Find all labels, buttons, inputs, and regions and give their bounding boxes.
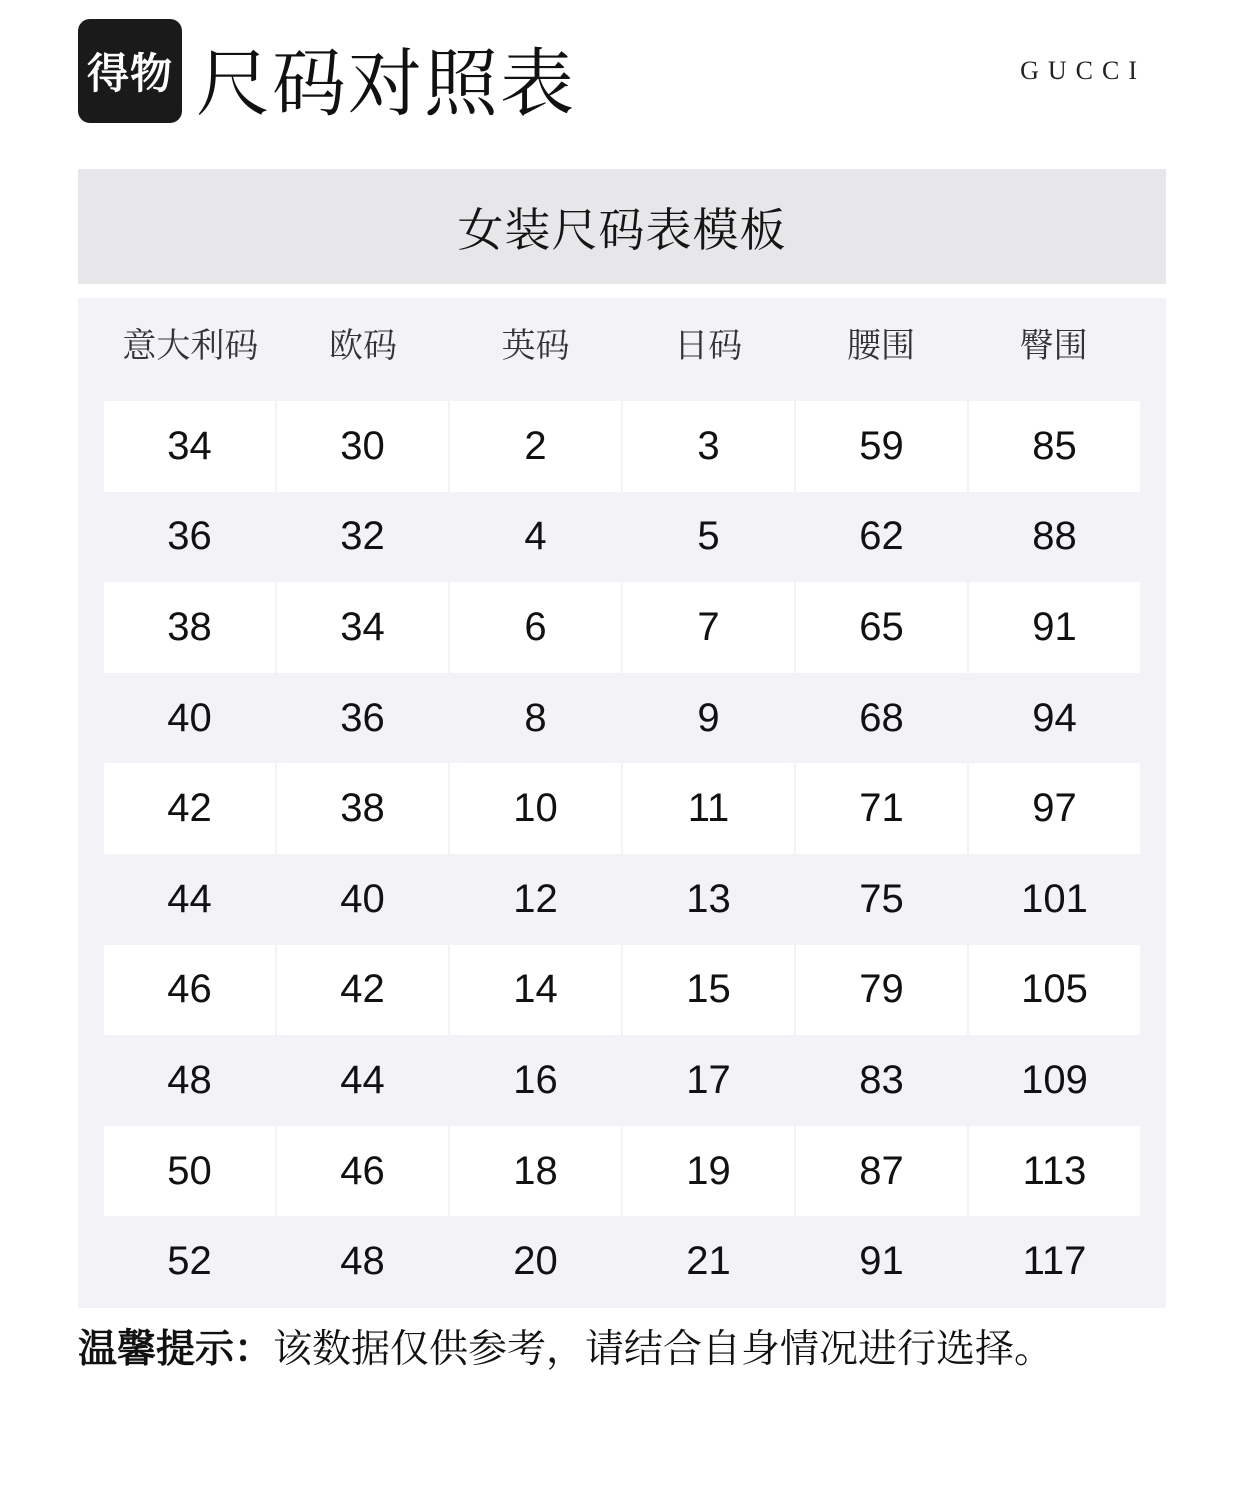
table-cell: 4 xyxy=(524,514,547,559)
column-header-eu: 欧码 xyxy=(328,326,397,366)
table-cell: 36 xyxy=(167,514,212,559)
table-cell: 6 xyxy=(450,582,621,673)
page-header xyxy=(0,0,1246,150)
table-row xyxy=(104,763,1140,854)
table-cell: 21 xyxy=(686,1239,731,1284)
table-cell: 38 xyxy=(104,582,275,673)
table-row xyxy=(104,492,1140,583)
table-row xyxy=(104,673,1140,764)
table-row xyxy=(104,1035,1140,1126)
table-row xyxy=(104,945,1140,1036)
size-table xyxy=(78,298,1166,1308)
table-cell: 46 xyxy=(277,1126,448,1217)
table-cell: 18 xyxy=(450,1126,621,1217)
tip-note xyxy=(78,1322,1053,1378)
column-header-hip: 臀围 xyxy=(1019,326,1088,366)
table-cell: 68 xyxy=(859,695,904,740)
table-cell: 19 xyxy=(623,1126,794,1217)
app-logo xyxy=(78,19,182,123)
table-row xyxy=(104,1216,1140,1307)
table-body xyxy=(104,401,1140,1307)
table-cell: 40 xyxy=(167,695,212,740)
table-cell: 42 xyxy=(277,945,448,1036)
brand-name: GUCCI xyxy=(1020,56,1146,85)
tip-text: 该数据仅供参考，请结合自身情况进行选择。 xyxy=(273,1327,1054,1372)
table-cell: 11 xyxy=(623,763,794,854)
table-cell: 65 xyxy=(796,582,967,673)
column-header-uk: 英码 xyxy=(501,326,570,366)
table-cell: 79 xyxy=(796,945,967,1036)
table-cell: 59 xyxy=(796,401,967,492)
table-cell: 40 xyxy=(340,876,385,921)
table-cell: 83 xyxy=(859,1057,904,1102)
table-header-row xyxy=(104,298,1140,394)
table-cell: 87 xyxy=(796,1126,967,1217)
column-header-waist: 腰围 xyxy=(846,326,915,366)
table-cell: 10 xyxy=(450,763,621,854)
table-cell: 48 xyxy=(167,1057,212,1102)
table-cell: 14 xyxy=(450,945,621,1036)
table-cell: 9 xyxy=(697,695,720,740)
table-cell: 32 xyxy=(340,514,385,559)
column-header-italy: 意大利码 xyxy=(122,326,259,366)
column-header-jp: 日码 xyxy=(674,326,743,366)
table-row xyxy=(104,854,1140,945)
table-cell: 2 xyxy=(450,401,621,492)
table-cell: 97 xyxy=(969,763,1140,854)
table-cell: 38 xyxy=(277,763,448,854)
tip-label: 温馨提示： xyxy=(78,1327,274,1372)
table-cell: 8 xyxy=(524,695,547,740)
table-row xyxy=(104,1126,1140,1217)
table-cell: 62 xyxy=(859,514,904,559)
table-cell: 50 xyxy=(104,1126,275,1217)
table-cell: 44 xyxy=(340,1057,385,1102)
table-cell: 101 xyxy=(1021,876,1088,921)
table-cell: 105 xyxy=(969,945,1140,1036)
table-cell: 52 xyxy=(167,1239,212,1284)
table-cell: 34 xyxy=(277,582,448,673)
table-cell: 117 xyxy=(1022,1239,1087,1284)
table-cell: 20 xyxy=(513,1239,558,1284)
table-cell: 30 xyxy=(277,401,448,492)
table-cell: 15 xyxy=(623,945,794,1036)
table-cell: 34 xyxy=(104,401,275,492)
table-title: 女装尺码表模板 xyxy=(78,169,1166,284)
table-cell: 94 xyxy=(1032,695,1077,740)
table-cell: 91 xyxy=(859,1239,904,1284)
table-cell: 3 xyxy=(623,401,794,492)
table-cell: 91 xyxy=(969,582,1140,673)
table-cell: 109 xyxy=(1021,1057,1088,1102)
table-cell: 5 xyxy=(697,514,720,559)
table-cell: 17 xyxy=(686,1057,731,1102)
table-cell: 44 xyxy=(167,876,212,921)
table-cell: 75 xyxy=(859,876,904,921)
table-cell: 13 xyxy=(686,876,731,921)
table-cell: 88 xyxy=(1032,514,1077,559)
table-cell: 16 xyxy=(513,1057,558,1102)
table-cell: 42 xyxy=(104,763,275,854)
table-cell: 71 xyxy=(796,763,967,854)
app-logo-text: 得物 xyxy=(86,49,173,98)
table-cell: 7 xyxy=(623,582,794,673)
table-cell: 113 xyxy=(969,1126,1140,1217)
page-title: 尺码对照表 xyxy=(196,41,576,127)
table-row xyxy=(104,582,1140,673)
table-cell: 12 xyxy=(513,876,558,921)
table-row xyxy=(104,401,1140,492)
table-cell: 36 xyxy=(340,695,385,740)
table-cell: 46 xyxy=(104,945,275,1036)
table-cell: 48 xyxy=(340,1239,385,1284)
table-cell: 85 xyxy=(969,401,1140,492)
